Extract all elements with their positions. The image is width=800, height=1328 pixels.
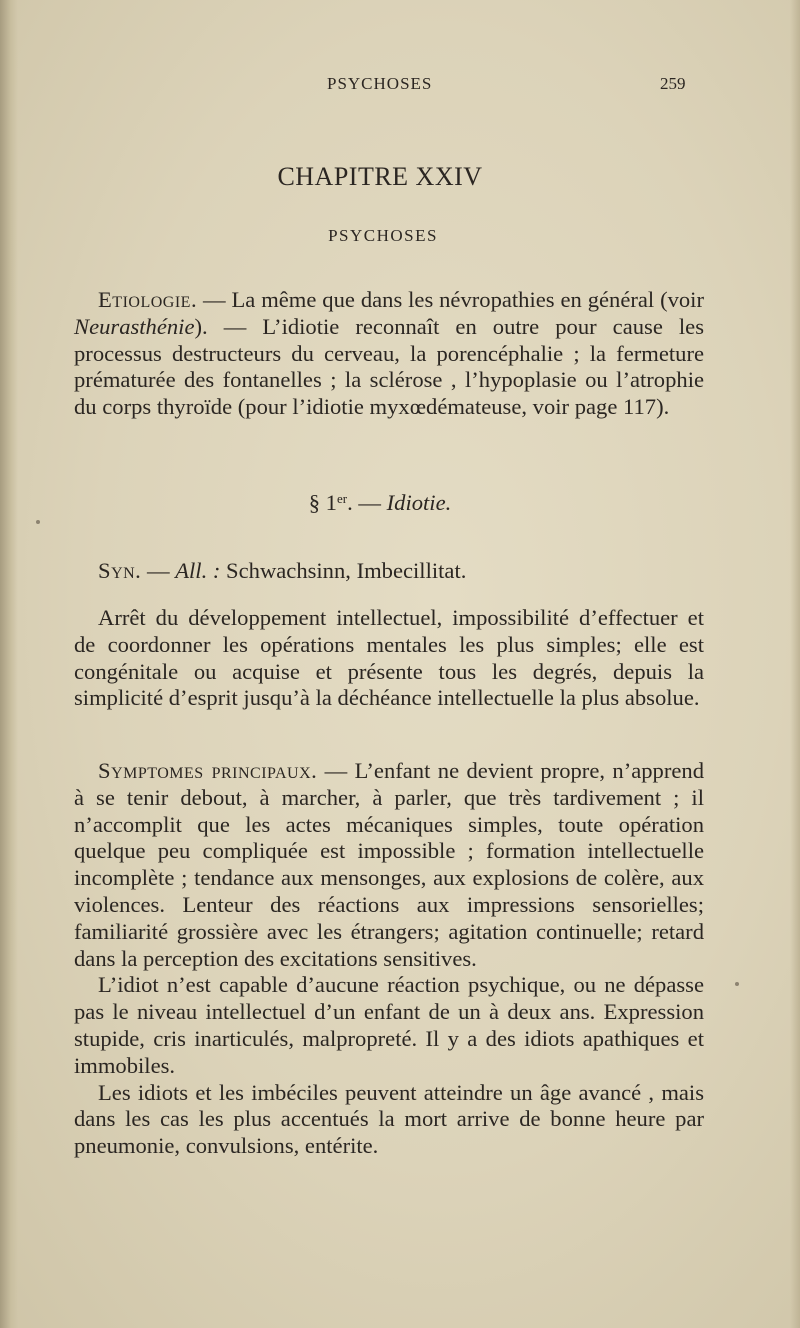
subsection-number: § 1	[308, 490, 337, 515]
running-head	[0, 74, 800, 98]
symptomes-para3: Les idiots et les imbéciles peuvent atteindre un âge avancé , mais dans les cas les plus accentués la mort arrive de bonne heure par pneumonie, convulsions, entérite.	[74, 1079, 704, 1159]
definition-paragraph	[74, 605, 704, 712]
page-number: 259	[660, 74, 686, 93]
etiologie-lead: Etiologie.	[98, 287, 198, 312]
synonyms-dash: —	[141, 558, 176, 583]
running-title: PSYCHOSES	[327, 74, 433, 93]
paper-speck	[735, 982, 739, 986]
spine-shadow	[0, 0, 18, 1328]
etiologie-ref: Neurasthénie	[74, 313, 195, 339]
subsection-number-sup: er	[336, 491, 348, 506]
etiologie-text-b: ). — L’idiotie reconnaît en outre pour cause les processus destructeurs du cerveau, la porencéphalie ; la fermeture prématurée des fontanelles ; la sclérose , l’hypoplasie ou l’atrophie du corps thyroïde (pour l’idiotie myxœdémateuse, voir page 117).	[74, 313, 704, 420]
paper-speck	[36, 520, 40, 524]
subsection-sep: . —	[347, 490, 387, 515]
section-title: PSYCHOSES	[328, 226, 438, 245]
synonyms-text: Schwachsinn, Imbecillitat.	[220, 558, 467, 583]
subsection-title: Idiotie.	[386, 490, 452, 515]
synonyms-paragraph	[74, 558, 704, 585]
definition-text: Arrêt du développement intellectuel, impossibilité d’effectuer et de coordonner les opérations mentales les plus simples; elle est congénitale ou acquise et présente tous les degrés, depuis la simplicité d’esprit jusqu’à la déchéance intellectuelle la plus absolue.	[74, 605, 704, 711]
subsection-heading	[0, 490, 760, 516]
etiologie-text-a: — La même que dans les névropathies en général (voir	[197, 287, 704, 312]
etiologie-paragraph	[74, 287, 704, 421]
synonyms-lang: All. :	[175, 558, 221, 583]
symptomes-section	[74, 758, 704, 1160]
synonyms-lead: Syn.	[98, 558, 142, 583]
page-edge	[790, 0, 800, 1328]
symptomes-text: — L’enfant ne devient propre, n’apprend à se tenir debout, à marcher, à parler, que très tardivement ; il n’accomplit que les actes mécaniques simples, toute opération quelque peu compliquée est impossible ; formation intellectuelle incomplète ; tendance aux mensonges, aux explosions de colère, aux violences. Lenteur des réactions aux impressions sensorielles; familiarité grossière avec les étrangers; agitation continuelle; retard dans la perception des excitations sensitives.	[74, 758, 704, 971]
symptomes-para2: L’idiot n’est capable d’aucune réaction psychique, ou ne dépasse pas le niveau intellectuel d’un enfant de un à deux ans. Expression stupide, cris inarticulés, malpropreté. Il y a des idiots apathiques et immobiles.	[74, 972, 704, 1078]
symptomes-lead: Symptomes principaux.	[98, 758, 318, 783]
chapter-title: CHAPITRE XXIV	[277, 162, 483, 191]
